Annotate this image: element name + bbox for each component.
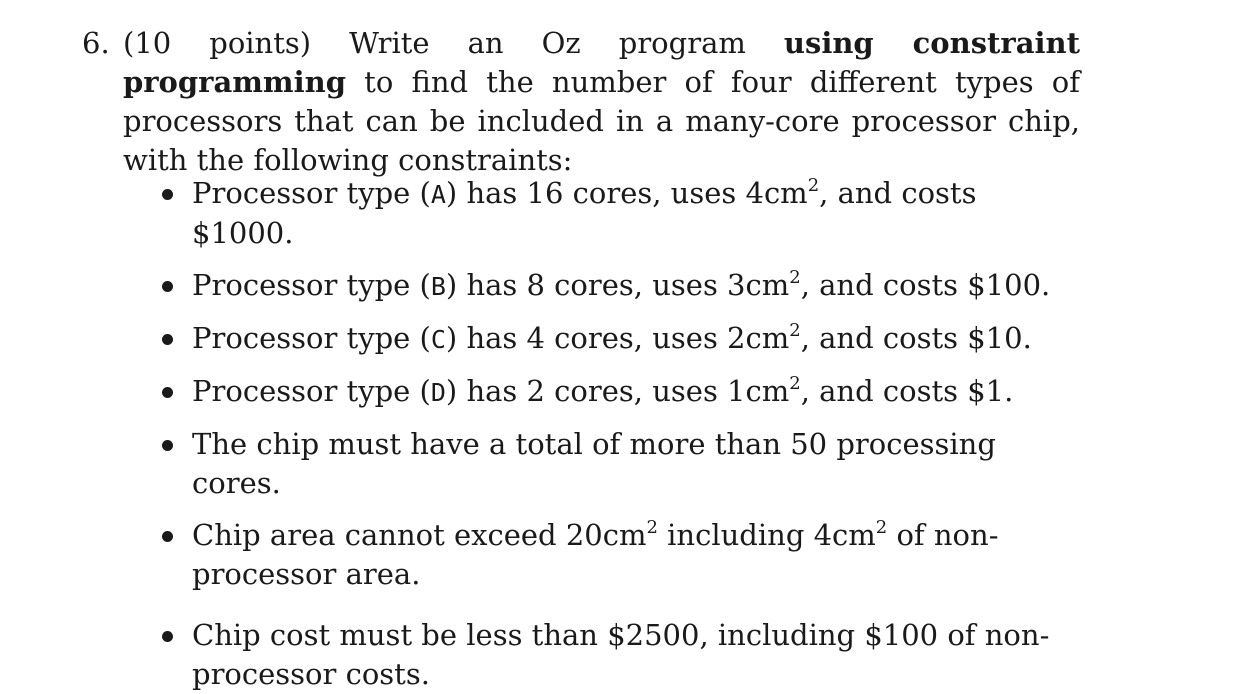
bullet-icon	[162, 334, 173, 345]
list-item: Processor type (A) has 16 cores, uses $4cm^2$, and costs $1000.	[162, 174, 1082, 253]
list-item: Processor type (B) has 8 cores, uses $3cm^2$, and costs $100.	[162, 266, 1082, 306]
bullet-icon	[162, 631, 173, 642]
processor-code: D	[430, 378, 446, 407]
bullet-icon	[162, 189, 173, 200]
list-item: Processor type (D) has 2 cores, uses $1cm^2$, and costs $1.	[162, 372, 1082, 412]
bullet-icon	[162, 440, 173, 451]
list-item	[162, 425, 1082, 503]
cores-constraint: The chip must have a total of more than 50 processing cores.	[192, 427, 996, 500]
problem-points: (10 points)	[123, 26, 312, 60]
constraint-list	[162, 174, 1082, 694]
bullet-icon	[162, 281, 173, 292]
list-item: Chip area cannot exceed $20cm^2$ including $4cm^2$ of non-processor area.	[162, 516, 1082, 594]
problem-6	[82, 24, 1082, 691]
processor-code: A	[430, 180, 446, 209]
problem-intro-emphasis: using constraint programming	[123, 26, 1080, 99]
bullet-icon	[162, 531, 173, 542]
cost-constraint: Chip cost must be less than $2500, including $100 of non-processor costs.	[192, 618, 1050, 691]
area-constraint: Chip area cannot exceed 20cm	[192, 518, 647, 552]
problem-intro: Write an Oz program	[349, 26, 784, 60]
list-item: Processor type (C) has 4 cores, uses $2cm^2$, and costs $10.	[162, 319, 1082, 359]
problem-statement	[82, 24, 1080, 180]
list-item	[162, 616, 1082, 694]
processor-code: B	[430, 272, 446, 301]
problem-intro-rest: to find the number of four different types of processors that can be included in a many-core processor chip, with the following constraints:	[123, 65, 1080, 177]
processor-code: C	[430, 325, 446, 354]
bullet-icon	[162, 387, 173, 398]
problem-number: 6.	[82, 26, 110, 60]
